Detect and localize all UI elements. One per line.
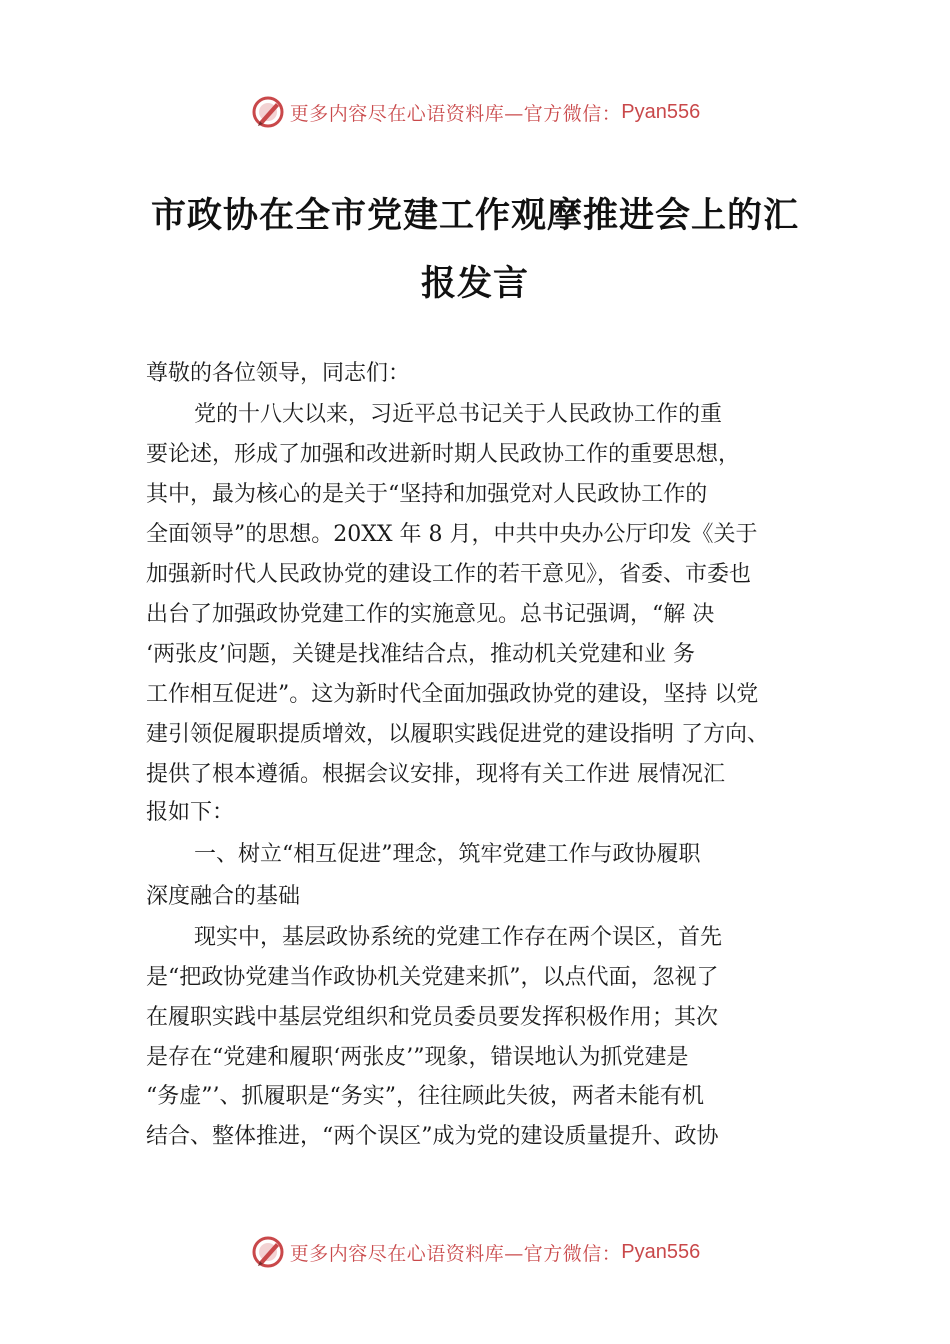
section-heading-line: 一、树立“相互促进”理念，筑牢党建工作与政协履职 [194, 842, 701, 867]
paragraph-line: 提供了根本遵循。根据会议安排，现将有关工作进 展情况汇 [146, 762, 725, 787]
paragraph-line: 出台了加强政协党建工作的实施意见。总书记强调，“解 决 [146, 602, 715, 627]
paragraph-line: 报如下： [146, 800, 235, 825]
banner-text: 更多内容尽在心语资料库—官方微信： [289, 1242, 622, 1265]
pen-seal-icon [250, 1234, 286, 1270]
paragraph-line: 现实中，基层政协系统的党建工作存在两个误区，首先 [194, 925, 723, 950]
document-title-line-2: 报发言 [420, 263, 529, 304]
banner-wechat-id: Pyan556 [621, 100, 701, 123]
paragraph-line: ‘两张皮’问题，关键是找准结合点，推动机关党建和业 务 [146, 642, 695, 667]
paragraph-line: 在履职实践中基层党组织和党员委员要发挥积极作用；其次 [146, 1005, 719, 1030]
paragraph-line: 加强新时代人民政协党的建设工作的若干意见》，省委、市委也 [146, 562, 752, 587]
section-heading-line: 深度融合的基础 [146, 884, 301, 909]
paragraph-line: 结合、整体推进，“两个误区”成为党的建设质量提升、政协 [146, 1124, 719, 1149]
paragraph-line: “务虚”’、抓履职是“务实”，往往顾此失彼，两者未能有机 [146, 1084, 704, 1109]
banner-text: 更多内容尽在心语资料库—官方微信： [289, 102, 622, 125]
footer-banner [0, 1232, 950, 1272]
paragraph-line: 工作相互促进”。这为新时代全面加强政协党的建设，坚持 以党 [146, 682, 759, 707]
paragraph-line: 要论述，形成了加强和改进新时期人民政协工作的重要思想， [146, 442, 741, 467]
header-banner [0, 92, 950, 132]
pen-seal-icon [250, 94, 286, 130]
paragraph-line: 建引领促履职提质增效，以履职实践促进党的建设指明 了方向、 [146, 722, 769, 747]
salutation: 尊敬的各位领导，同志们： [146, 361, 411, 386]
paragraph-line: 是“把政协党建当作政协机关党建来抓”，以点代面，忽视了 [146, 965, 719, 990]
paragraph-line: 是存在“党建和履职‘两张皮’”现象，错误地认为抓党建是 [146, 1045, 689, 1070]
paragraph-line: 其中，最为核心的是关于“坚持和加强党对人民政协工作的 [146, 482, 708, 507]
document-title-line-1: 市政协在全市党建工作观摩推进会上的汇 [150, 195, 799, 236]
paragraph-line: 党的十八大以来，习近平总书记关于人民政协工作的重 [194, 402, 723, 427]
banner-wechat-id: Pyan556 [621, 1240, 701, 1263]
paragraph-line: 全面领导”的思想。20XX 年 8 月，中共中央办公厅印发《关于 [146, 522, 758, 547]
